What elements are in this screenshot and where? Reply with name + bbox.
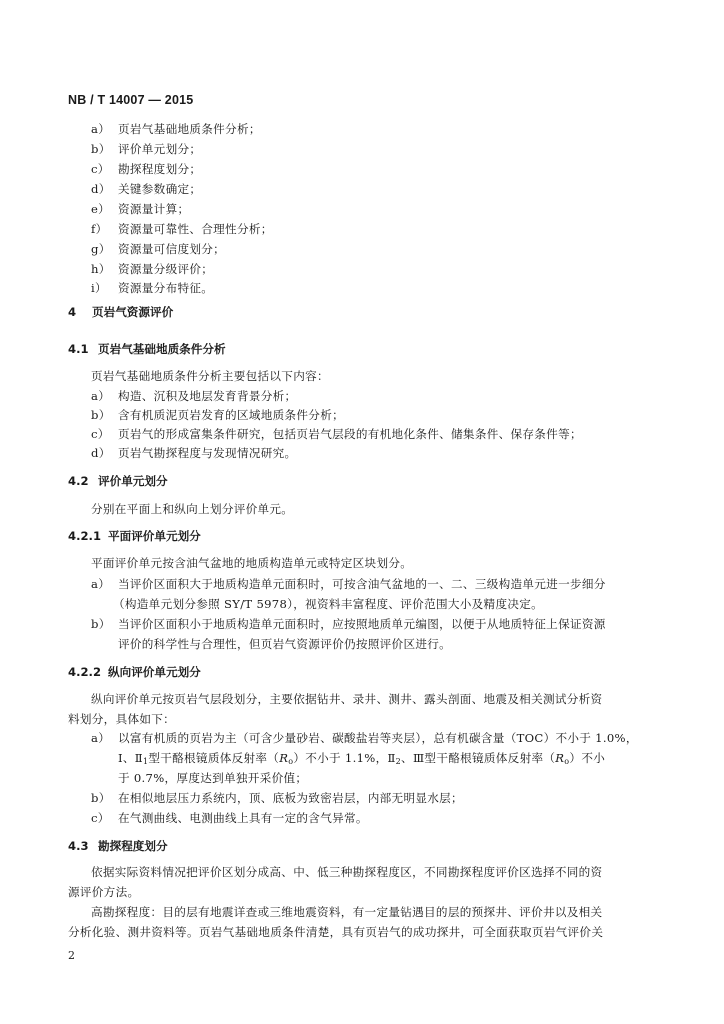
- text-run: Ⅰ、Ⅱ: [118, 751, 143, 765]
- list-label: g）: [91, 242, 111, 256]
- variable-R: R: [555, 751, 565, 765]
- section-number: 4.2.1: [68, 529, 102, 543]
- list-item: [91, 262, 213, 276]
- list-text: 资源量分级评价；: [118, 262, 214, 276]
- section-heading-4: [68, 305, 173, 319]
- list-label: a）: [91, 389, 111, 403]
- list-text: 以富有机质的页岩为主（可含少量砂岩、碳酸盐岩等夹层），总有机碳含量（TOC）不小于 1.0%，: [118, 731, 638, 745]
- paragraph: 分析化验、测井资料等。页岩气基础地质条件清楚，具有页岩气的成功探井，可全面获取页岩气评价关: [68, 925, 604, 939]
- list-item: [91, 122, 261, 136]
- list-label: c）: [91, 427, 110, 441]
- section-number: 4: [68, 305, 77, 319]
- list-text: 在相似地层压力系统内，顶、底板为致密岩层，内部无明显水层；: [118, 791, 463, 805]
- section-number: 4.1: [68, 342, 89, 356]
- section-number: 4.3: [68, 839, 89, 853]
- subscript: o: [564, 757, 570, 766]
- section-title: 页岩气基础地质条件分析: [98, 342, 226, 356]
- section-title: 平面评价单元划分: [108, 529, 201, 543]
- list-continuation: [118, 751, 605, 769]
- list-label: d）: [91, 182, 111, 196]
- subscript: o: [288, 757, 294, 766]
- list-text: 在气测曲线、电测曲线上具有一定的含气异常。: [118, 811, 368, 825]
- list-text: 页岩气基础地质条件分析；: [118, 122, 261, 136]
- list-label: i）: [91, 281, 107, 295]
- text-run: 型干酪根镜质体反射率（: [148, 751, 280, 765]
- list-text: 资源量分布特征。: [118, 281, 214, 295]
- list-text: 资源量可信度划分；: [118, 242, 226, 256]
- list-label: b）: [91, 408, 111, 422]
- paragraph: 料划分，具体如下：: [68, 712, 176, 726]
- section-title: 页岩气资源评价: [92, 305, 174, 319]
- list-label: c）: [91, 162, 110, 176]
- paragraph: 依据实际资料情况把评价区划分成高、中、低三种勘探程度区，不同勘探程度评价区选择不同的资: [91, 865, 603, 879]
- variable-R: R: [279, 751, 289, 765]
- list-item: [91, 791, 463, 805]
- text-run: ）不小: [569, 751, 606, 765]
- list-text: 评价单元划分；: [118, 142, 202, 156]
- list-text: 页岩气勘探程度与发现情况研究。: [118, 446, 297, 460]
- paragraph: 平面评价单元按含油气盆地的地质构造单元或特定区块划分。: [91, 556, 413, 570]
- page-number: 2: [68, 949, 75, 962]
- list-item: [91, 408, 344, 422]
- list-continuation: 评价的科学性与合理性，但页岩气资源评价仍按照评价区进行。: [118, 637, 452, 651]
- list-label: b）: [91, 142, 111, 156]
- section-heading-4-3: [68, 839, 168, 853]
- list-text: 勘探程度划分；: [118, 162, 202, 176]
- list-label: f）: [91, 222, 108, 236]
- section-heading-4-2-2: [68, 665, 201, 679]
- list-text: 页岩气的形成富集条件研究，包括页岩气层段的有机地化条件、储集条件、保存条件等；: [118, 427, 582, 441]
- section-number: 4.2.2: [68, 665, 102, 679]
- standard-header: NB / T 14007 — 2015: [68, 93, 194, 107]
- list-item: [91, 577, 606, 591]
- paragraph: 纵向评价单元按页岩气层段划分，主要依据钻井、录井、测井、露头剖面、地震及相关测试分析资: [91, 692, 603, 706]
- section-title: 纵向评价单元划分: [108, 665, 201, 679]
- list-label: a）: [91, 731, 111, 745]
- list-text: 资源量计算；: [118, 202, 190, 216]
- section-heading-4-2: [68, 474, 168, 488]
- list-item: [91, 162, 201, 176]
- list-label: a）: [91, 577, 111, 591]
- subscript: 1: [142, 757, 149, 766]
- text-run: ）不小于 1.1%，Ⅱ: [293, 751, 396, 765]
- list-text: 含有机质泥页岩发育的区域地质条件分析；: [118, 408, 344, 422]
- subscript: 2: [395, 757, 402, 766]
- list-text: 当评价区面积大于地质构造单元面积时，可按含油气盆地的一、二、三级构造单元进一步细分: [118, 577, 606, 591]
- list-label: h）: [91, 262, 111, 276]
- list-continuation: 于 0.7%，厚度达到单独开采价值；: [118, 771, 308, 785]
- list-item: [91, 731, 638, 745]
- paragraph: 分别在平面上和纵向上划分评价单元。: [91, 502, 294, 516]
- paragraph: 页岩气基础地质条件分析主要包括以下内容：: [91, 369, 329, 383]
- list-item: [91, 617, 606, 631]
- list-text: 当评价区面积小于地质构造单元面积时，应按照地质单元编图，以便于从地质特征上保证资源: [118, 617, 606, 631]
- list-continuation: （构造单元划分参照 SY/T 5978），视资料丰富程度、评价范围大小及精度决定。: [113, 597, 544, 611]
- section-title: 勘探程度划分: [98, 839, 168, 853]
- list-label: c）: [91, 811, 110, 825]
- section-heading-4-2-1: [68, 529, 201, 543]
- list-item: [91, 182, 201, 196]
- list-item: [91, 202, 189, 216]
- list-text: 关键参数确定；: [118, 182, 202, 196]
- list-label: d）: [91, 446, 111, 460]
- section-heading-4-1: [68, 342, 226, 356]
- section-number: 4.2: [68, 474, 89, 488]
- list-label: b）: [91, 617, 111, 631]
- list-text: 构造、沉积及地层发育背景分析；: [118, 389, 297, 403]
- paragraph: 源评价方法。: [68, 885, 140, 899]
- text-run: 、Ⅲ型干酪根镜质体反射率（: [401, 751, 556, 765]
- section-title: 评价单元划分: [98, 474, 168, 488]
- list-item: [91, 242, 225, 256]
- list-item: [91, 389, 296, 403]
- list-item: [91, 281, 213, 295]
- list-item: [91, 427, 582, 441]
- list-label: b）: [91, 791, 111, 805]
- list-item: [91, 446, 296, 460]
- list-item: [91, 222, 273, 236]
- list-text: 资源量可靠性、合理性分析；: [118, 222, 273, 236]
- list-label: a）: [91, 122, 111, 136]
- list-label: e）: [91, 202, 111, 216]
- list-item: [91, 811, 368, 825]
- paragraph: 高勘探程度：目的层有地震详查或三维地震资料，有一定量钻遇目的层的预探井、评价井以及相关: [91, 905, 603, 919]
- list-item: [91, 142, 201, 156]
